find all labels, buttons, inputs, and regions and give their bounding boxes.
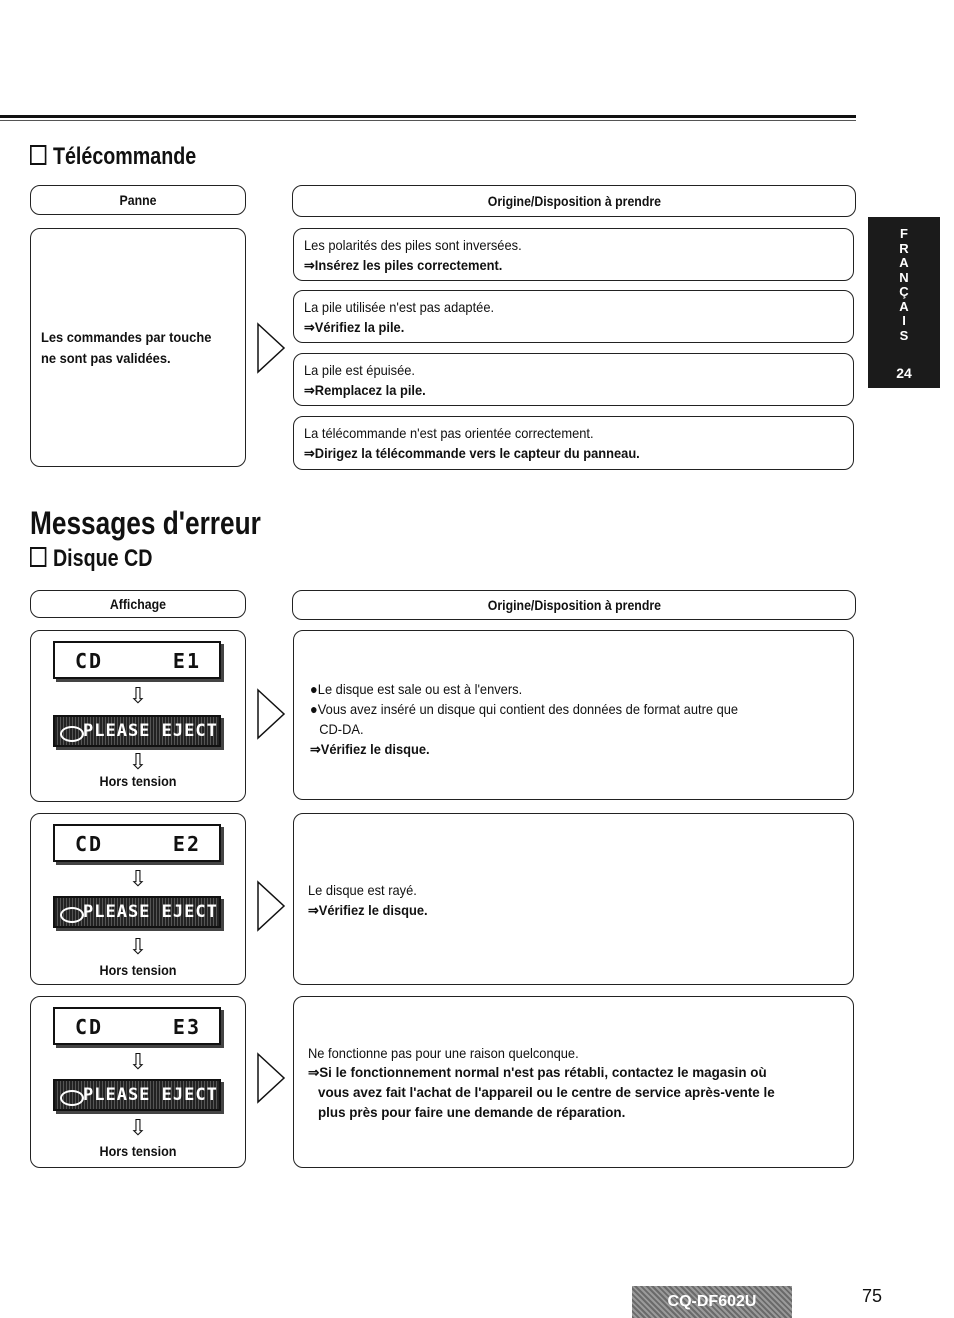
cause-text: ●Le disque est sale ou est à l'envers. — [310, 681, 523, 697]
triangle-arrow-icon — [256, 688, 286, 740]
cause-text: ●Vous avez inséré un disque qui contient des données de format autre que — [310, 701, 739, 717]
lcd-source: CD — [75, 1015, 104, 1039]
cause-action: vous avez fait l'achat de l'appareil ou le centre de service après-vente le — [318, 1085, 775, 1100]
cause-box — [293, 630, 854, 800]
display-panel — [30, 996, 246, 1168]
triangle-arrow-icon — [256, 1052, 286, 1104]
cause-box — [293, 290, 854, 343]
lcd-display — [53, 641, 221, 679]
cause-text: La télécommande n'est pas orientée correctement. — [304, 425, 594, 441]
please-eject-display: PLEASE EJECT — [53, 715, 221, 747]
cause-text: Les polarités des piles sont inversées. — [304, 237, 522, 253]
cause-text: Le disque est rayé. — [308, 882, 417, 898]
down-arrow-icon: ⇩ — [128, 866, 148, 891]
lcd-display — [53, 1007, 221, 1045]
down-arrow-icon: ⇩ — [128, 749, 148, 774]
cause-action: ⇒Dirigez la télécommande vers le capteur du panneau. — [304, 445, 640, 461]
lcd-source: CD — [75, 832, 104, 856]
top-rule-thin — [0, 120, 856, 121]
triangle-arrow-icon — [256, 322, 286, 374]
cause-action: ⇒Vérifiez la pile. — [304, 319, 405, 335]
cause-box — [293, 996, 854, 1168]
cause-action: ⇒Vérifiez le disque. — [308, 902, 428, 918]
power-off-label: Hors tension — [99, 962, 177, 978]
display-panel — [30, 630, 246, 802]
tab-page-number: 24 — [896, 365, 912, 381]
cause-action: ⇒Remplacez la pile. — [304, 382, 426, 398]
cause-action: ⇒Vérifiez le disque. — [310, 741, 430, 757]
cause-text: CD-DA. — [319, 721, 364, 737]
page-heading: Messages d'erreur — [30, 505, 261, 541]
down-arrow-icon: ⇩ — [128, 683, 148, 708]
cause-box — [293, 228, 854, 281]
lcd-error-code: E1 — [172, 649, 201, 673]
lcd-error-code: E2 — [172, 832, 201, 856]
triangle-arrow-icon — [256, 880, 286, 932]
col-header-problem: Panne — [30, 185, 246, 215]
disc-icon — [60, 1090, 84, 1106]
cause-box — [293, 813, 854, 985]
down-arrow-icon: ⇩ — [128, 1049, 148, 1074]
power-off-label: Hors tension — [99, 1143, 177, 1159]
top-rule — [0, 115, 856, 118]
display-panel — [30, 813, 246, 985]
model-badge: CQ-DF602U — [632, 1286, 792, 1318]
please-eject-display: PLEASE EJECT — [53, 1079, 221, 1111]
please-eject-display: PLEASE EJECT — [53, 896, 221, 928]
square-bullet-icon — [30, 547, 46, 567]
down-arrow-icon: ⇩ — [128, 1115, 148, 1140]
col-header-display: Affichage — [30, 590, 246, 618]
disc-icon — [60, 907, 84, 923]
down-arrow-icon: ⇩ — [128, 934, 148, 959]
cause-box — [293, 353, 854, 406]
power-off-label: Hors tension — [99, 773, 177, 789]
cause-action: plus près pour faire une demande de réparation. — [318, 1105, 626, 1120]
cause-action: ⇒Insérez les piles correctement. — [304, 257, 503, 273]
problem-panel — [30, 228, 246, 467]
cause-action: ⇒Si le fonctionnement normal n'est pas rétabli, contactez le magasin où — [308, 1065, 767, 1080]
problem-line-2: ne sont pas validées. — [41, 350, 171, 366]
page-number: 75 — [862, 1286, 883, 1306]
language-tab: F R A N Ç A I S 24 — [868, 217, 940, 388]
section-title-remote: Télécommande — [30, 143, 196, 171]
col-header-solution: Origine/Disposition à prendre — [292, 590, 856, 620]
lcd-error-code: E3 — [172, 1015, 201, 1039]
problem-line-1: Les commandes par touche — [41, 329, 212, 345]
col-header-solution: Origine/Disposition à prendre — [292, 185, 856, 217]
cause-box — [293, 416, 854, 470]
section-title-cd: Disque CD — [30, 545, 152, 573]
lcd-display — [53, 824, 221, 862]
cause-text: Ne fonctionne pas pour une raison quelconque. — [308, 1045, 579, 1061]
cause-text: La pile utilisée n'est pas adaptée. — [304, 299, 495, 315]
lcd-source: CD — [75, 649, 104, 673]
square-bullet-icon — [30, 145, 46, 165]
cause-text: La pile est épuisée. — [304, 362, 415, 378]
disc-icon — [60, 726, 84, 742]
